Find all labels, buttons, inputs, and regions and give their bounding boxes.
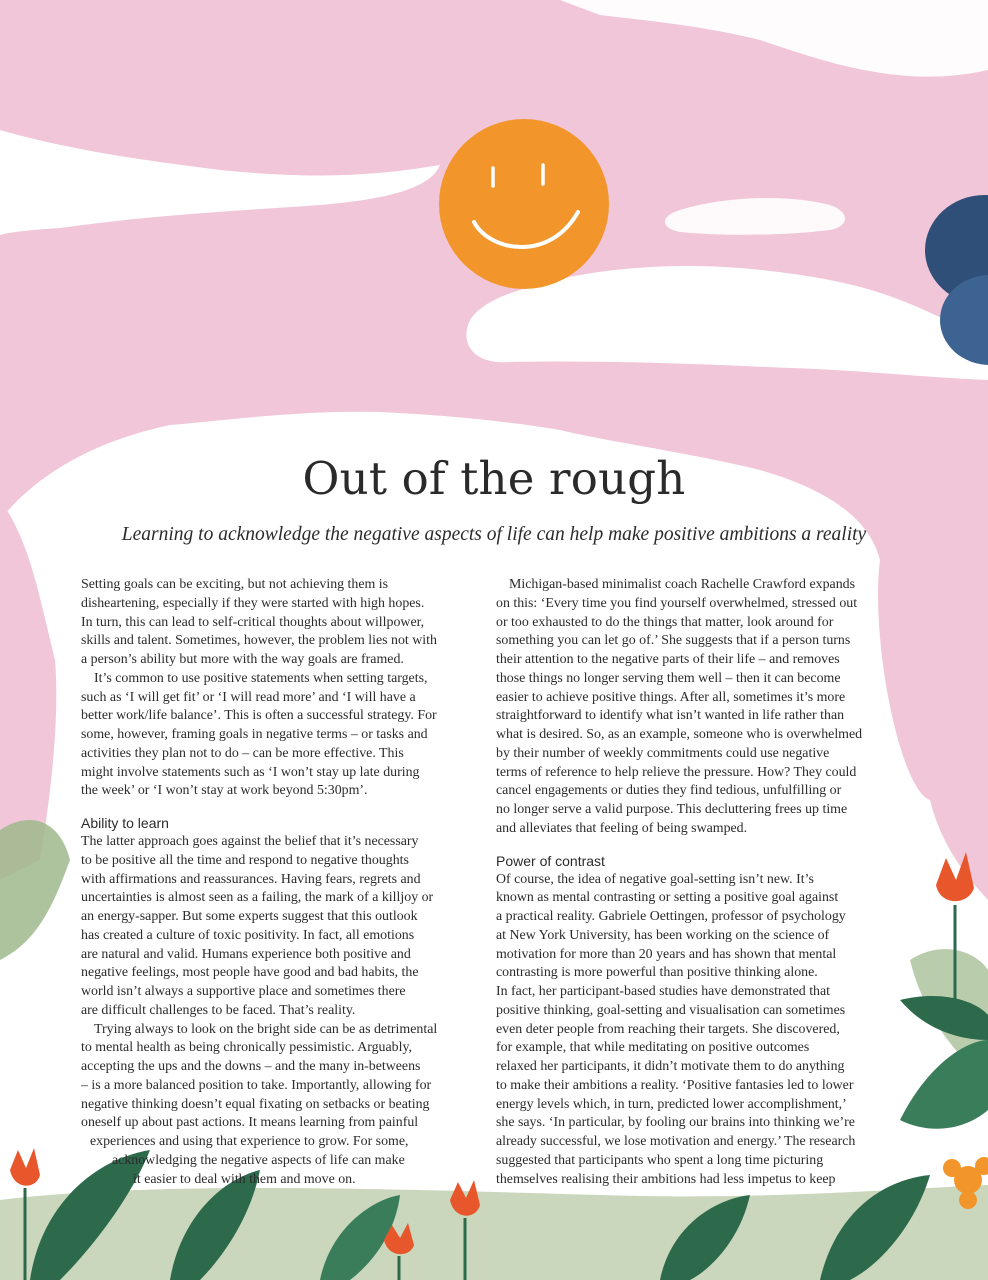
text-line: the week’ or ‘I won’t stay at work beyond 5:30pm’. <box>81 783 368 799</box>
text-line: to make their ambitions a reality. ‘Positive fantasies led to lower <box>496 1077 854 1093</box>
text-line: what is desired. So, as an example, someone who is overwhelmed <box>496 727 863 742</box>
text-line: she says. ‘In particular, by fooling our brains into thinking we’re <box>496 1115 855 1131</box>
text-line: something you can let go of.’ She suggests that if a person turns <box>496 633 851 649</box>
text-line: negative feelings, most people have good and bad habits, the <box>81 965 419 981</box>
right-paragraph-2 <box>496 871 892 1190</box>
text-line: The latter approach goes against the belief that it’s necessary <box>81 834 419 849</box>
text-line: their attention to the negative parts of their life – and removes <box>496 652 840 667</box>
article-title: Out of the rough <box>302 452 686 505</box>
text-line: already successful, we lose motivation and energy.’ The research <box>496 1134 856 1149</box>
left-paragraph-2 <box>81 670 467 801</box>
text-line: – is a more balanced position to take. Importantly, allowing for <box>81 1077 432 1093</box>
text-line: has created a culture of toxic positivity. In fact, all emotions <box>81 927 415 943</box>
text-line: it easier to deal with them and move on. <box>133 1171 356 1187</box>
text-line: accepting the ups and the downs – and the many in-betweens <box>81 1059 421 1074</box>
right-paragraph-1 <box>496 576 892 839</box>
article-subtitle: Learning to acknowledge the negative aspects of life can help make positive ambitions a reality <box>121 524 867 545</box>
text-line: disheartening, especially if they were started with high hopes. <box>81 595 425 611</box>
text-line: known as mental contrasting or setting a positive goal against <box>496 890 839 906</box>
text-line: skills and talent. Sometimes, however, the problem lies not with <box>81 633 437 649</box>
text-line: relaxed her participants, it didn’t motivate them to do anything <box>496 1059 845 1074</box>
section-heading-ability-to-learn: Ability to learn <box>81 815 169 831</box>
text-line: and alleviates that feeling of being swamped. <box>496 820 748 836</box>
text-line: or too exhausted to do the things that matter, look around for <box>496 614 834 630</box>
right-column <box>496 576 892 1189</box>
text-line: with affirmations and reassurances. Having fears, regrets and <box>81 871 421 887</box>
left-paragraph-3 <box>81 833 467 1021</box>
text-line: straightforward to identify what isn’t wanted in life rather than <box>496 708 845 724</box>
text-line: an energy-sapper. But some experts suggest that this outlook <box>81 909 418 924</box>
text-line: Michigan-based minimalist coach Rachelle Crawford expands <box>509 577 855 592</box>
left-paragraph-1 <box>81 576 467 670</box>
text-line: cancel engagements or duties they find tedious, unfulfilling or <box>496 783 842 799</box>
text-line: In fact, her participant-based studies have demonstrated that <box>496 984 831 999</box>
text-line: contrasting is more powerful than positive thinking alone. <box>496 965 818 981</box>
text-line: no longer serve a valid purpose. This decluttering frees up time <box>496 802 848 817</box>
text-line: to be positive all the time and respond to negative thoughts <box>81 852 409 868</box>
text-line: a practical reality. Gabriele Oettingen, professor of psychology <box>496 909 846 924</box>
left-column <box>81 576 467 1189</box>
text-line: negative thinking doesn’t equal fixating on setbacks or beating <box>81 1096 430 1112</box>
text-line: might involve statements such as ‘I won’t stay up late during <box>81 764 420 780</box>
text-line: terms of reference to help relieve the pressure. How? They could <box>496 764 857 780</box>
text-line: It’s common to use positive statements when setting targets, <box>94 670 428 686</box>
text-line: energy levels which, in turn, predicted lower accomplishment,’ <box>496 1096 847 1112</box>
text-line: for example, that while meditating on positive outcomes <box>496 1040 810 1056</box>
text-line: Of course, the idea of negative goal-setting isn’t new. It’s <box>496 871 814 887</box>
text-line: to mental health as being chronically pessimistic. Arguably, <box>81 1040 412 1056</box>
text-line: on this: ‘Every time you find yourself overwhelmed, stressed out <box>496 595 858 611</box>
text-line: oneself up about past actions. It means learning from painful <box>81 1115 419 1131</box>
text-line: some, however, framing goals in negative terms – or tasks and <box>81 727 428 742</box>
text-line: easier to achieve positive things. After all, sometimes it’s more <box>496 689 846 705</box>
text-line: those things no longer serving them well – then it can become <box>496 670 841 686</box>
text-line: motivation for more than 20 years and has shown that mental <box>496 946 837 962</box>
text-line: Trying always to look on the bright side can be as detrimental <box>94 1021 438 1037</box>
text-line: are natural and valid. Humans experience both positive and <box>81 946 411 962</box>
text-line: better work/life balance’. This is often a successful strategy. For <box>81 708 437 724</box>
text-line: In turn, this can lead to self-critical thoughts about willpower, <box>81 614 425 630</box>
text-line: uncertainties is almost seen as a failing, the mark of a killjoy or <box>81 890 434 906</box>
text-line: even deter people from reaching their targets. She discovered, <box>496 1021 840 1037</box>
text-line: acknowledging the negative aspects of life can make <box>112 1152 405 1168</box>
text-line: by their number of weekly commitments could use negative <box>496 745 830 761</box>
text-line: world isn’t always a supportive place and sometimes there <box>81 984 406 999</box>
text-line: such as ‘I will get fit’ or ‘I will read more’ and ‘I will have a <box>81 689 416 705</box>
text-line: positive thinking, goal-setting and visualisation can sometimes <box>496 1002 846 1018</box>
left-paragraph-4 <box>81 1021 467 1190</box>
section-heading-power-of-contrast: Power of contrast <box>496 852 605 869</box>
text-line: are difficult challenges to be faced. That’s reality. <box>81 1002 356 1018</box>
text-line: experiences and using that experience to grow. For some, <box>90 1134 409 1149</box>
text-line: suggested that participants who spent a long time picturing <box>496 1152 824 1168</box>
text-line: activities they plan not to do – can be more effective. This <box>81 745 404 761</box>
text-line: themselves realising their ambitions had less impetus to keep <box>496 1171 836 1187</box>
text-line: Setting goals can be exciting, but not achieving them is <box>81 577 389 592</box>
text-line: a person’s ability but more with the way goals are framed. <box>81 652 404 667</box>
text-line: at New York University, has been working on the science of <box>496 927 830 943</box>
